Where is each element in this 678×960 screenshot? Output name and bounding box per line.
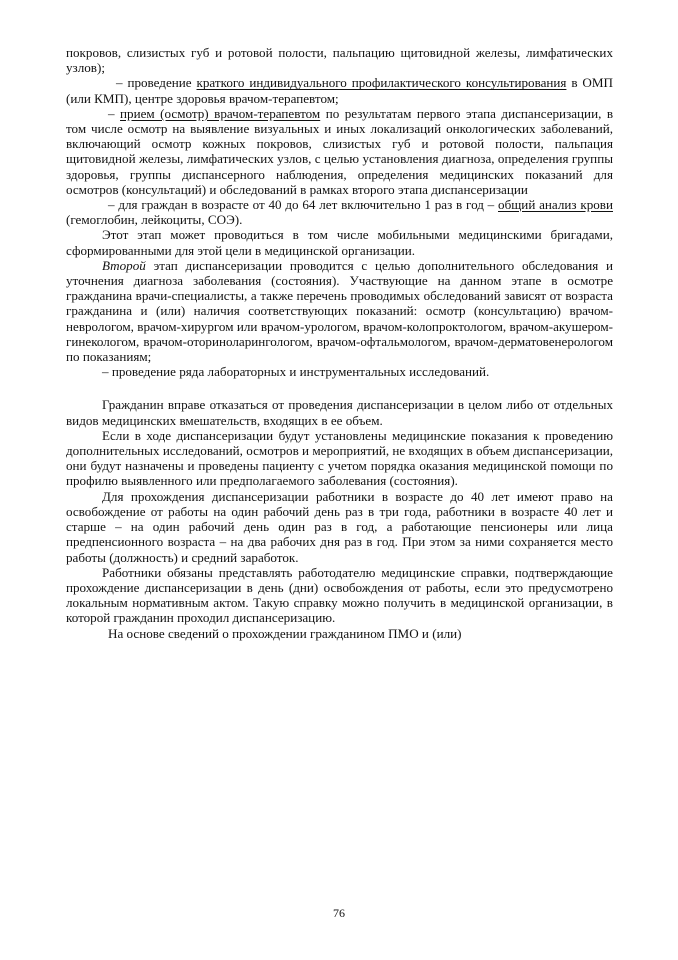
paragraph-text: Гражданин вправе отказаться от проведения диспансеризации в целом либо от отдельных видов медицинских вмешательств, входящих в ее объем. [66, 397, 613, 428]
list-item-text: по результатам первого этапа диспансеризации, в том числе осмотр на выявление визуальных и иных локализаций онкологических заболеваний, включающий осмотр кожных покровов, слизистых губ и ротовой полости, пальпация щитовидной железы, лимфатических узлов, с целью установления диагноза, определения группы здоровья, группы диспансерного наблюдения, определения медицинских показаний для осмотров (консультаций) и обследований в рамках второго этапа диспансеризации [66, 105, 614, 197]
list-item-text: – проведение ряда лабораторных и инструментальных исследований. [102, 364, 490, 380]
underlined-term-therapist-appointment: прием (осмотр) врачом-терапевтом [120, 105, 321, 121]
paragraph-text: На основе сведений о прохождении гражданином ПМО и (или) [108, 625, 462, 641]
paragraph-1 [66, 45, 613, 75]
list-item-therapist-appointment [66, 106, 613, 197]
paragraph-text: Если в ходе диспансеризации будут установлены медицинские показания к проведению дополнительных исследований, осмотров и мероприятий, не входящих в объем диспансеризации, они будут назначены и проведены пациенту с учетом порядка оказания медицинской помощи по профилю выявленного или предполагаемого заболевания (состояния). [66, 427, 613, 489]
paragraph-text: Этот этап может проводиться в том числе мобильными медицинскими бригадами, сформированными для этой цели в медицинской организации. [66, 227, 613, 258]
paragraph-refusal [66, 397, 613, 427]
underlined-term-blood-test: общий анализ крови [498, 197, 613, 213]
list-item-text: (гемоглобин, лейкоциты, СОЭ). [66, 212, 243, 228]
list-item-text: в ОМП (или КМП), центре здоровья врачом-терапевтом; [66, 75, 613, 106]
document-page [66, 45, 613, 641]
paragraph-mobile-brigades [66, 227, 613, 257]
list-item-blood-test [66, 197, 613, 227]
list-item-lab-tests [66, 364, 613, 379]
list-item-dash: – для граждан в возрасте от 40 до 64 лет включительно 1 раз в год – [108, 197, 499, 213]
paragraph-spacer [66, 379, 613, 397]
list-item-dash: – проведение [116, 75, 197, 91]
paragraph-work-release [66, 489, 613, 565]
page-number: 76 [333, 906, 345, 920]
paragraph-pmo-info [66, 626, 613, 641]
list-item-brief-consulting [66, 75, 613, 105]
emphasis-second: Второй [102, 257, 146, 273]
paragraph-1-text: покровов, слизистых губ и ротовой полости, пальпацию щитовидной железы, лимфатических узлов); [66, 45, 613, 76]
list-item-dash: – [108, 105, 121, 121]
paragraph-medical-certificates [66, 565, 613, 626]
paragraph-additional-indications [66, 428, 613, 489]
underlined-term-brief-consulting: краткого индивидуального профилактического консультирования [196, 75, 567, 91]
paragraph-second-stage [66, 258, 613, 364]
paragraph-text: Работники обязаны представлять работодателю медицинские справки, подтверждающие прохождение диспансеризации в день (дни) освобождения от работы, если это предусмотрено локальным нормативным актом. Такую справку можно получить в медицинской организации, в которой гражданин проходил диспансеризацию. [66, 564, 613, 626]
paragraph-text: Для прохождения диспансеризации работники в возрасте до 40 лет имеют право на освобождение от работы на один рабочий день раз в три года, работники в возрасте 40 лет и старше – на один рабочий день один раз в год, а работающие пенсионеры или лица предпенсионного возраста – на два рабочих дня раз в год. При этом за ними сохраняется место работы (должность) и средний заработок. [66, 488, 613, 565]
paragraph-text: этап диспансеризации проводится с целью дополнительного обследования и уточнения диагноза заболевания (состояния). Участвующие на данном этапе в осмотре гражданина врачи-специалисты, а также перечень проводимых обследований зависят от возраста гражданина и (или) наличия соответствующих показаний: осмотр (консультацию) врачом-неврологом, врачом-хирургом или врачом-урологом, врачом-колопроктологом, врачом-акушером-гинекологом, врачом-оториноларингологом, врачом-офтальмологом, врачом-дерматовенерологом по показаниям; [66, 257, 613, 365]
